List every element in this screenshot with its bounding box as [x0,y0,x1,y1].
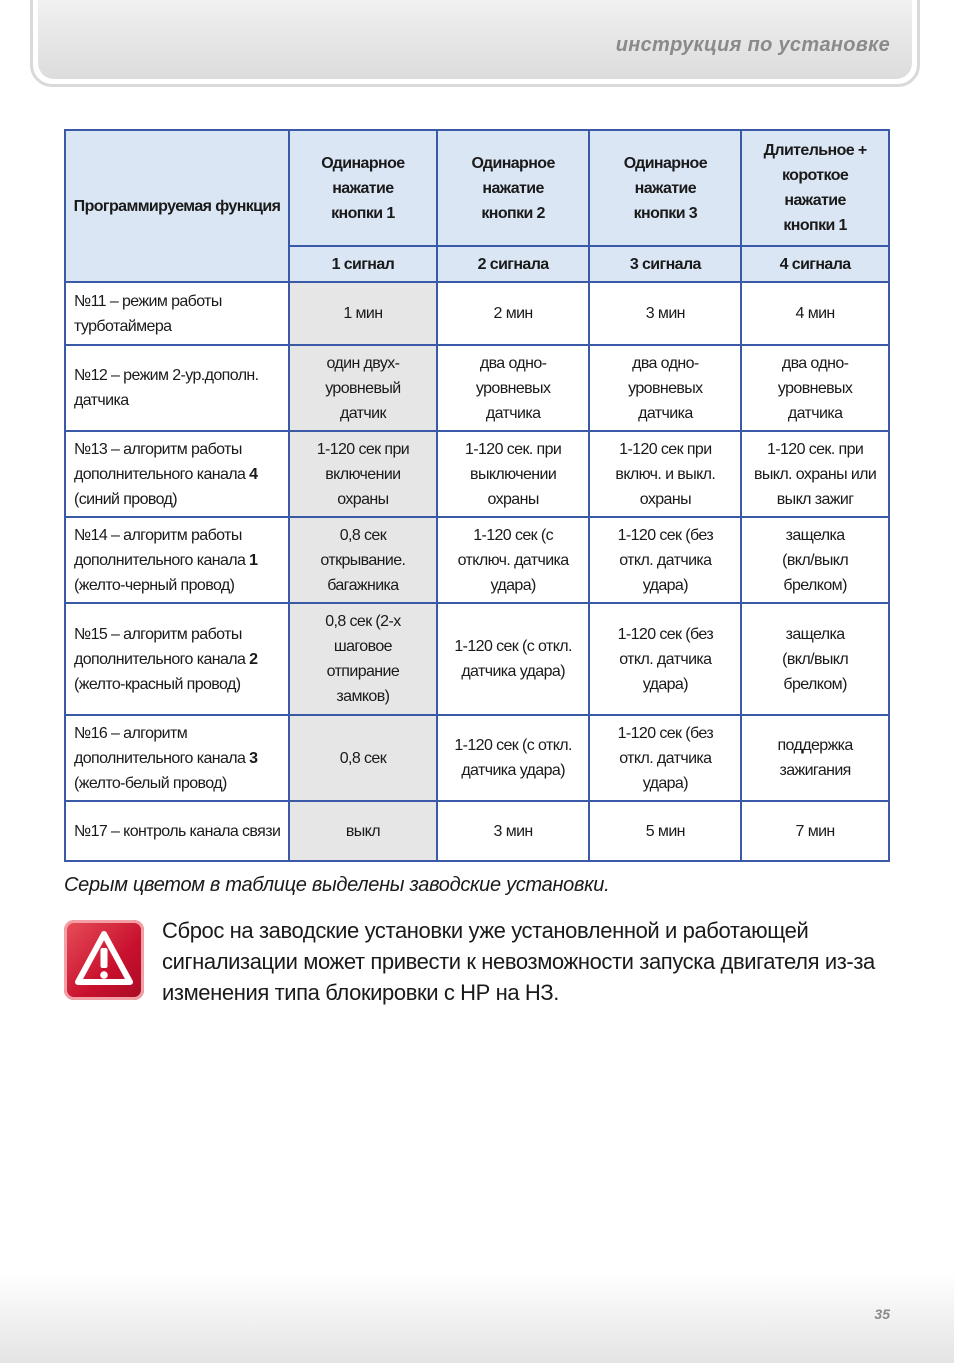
value-cell: 5 мин [589,801,741,861]
value-cell: 1-120 сек. при выключении охраны [437,431,590,517]
value-cell: два одно-уровневых датчика [589,345,741,431]
value-cell: 1-120 сек (без откл. датчика удара) [589,603,741,715]
table-row [65,345,889,431]
value-cell-default: 1-120 сек при включении охраны [289,431,437,517]
footer-band [0,1272,954,1363]
function-cell: №16 – алгоритм дополнительного канала 3 (желто-белый провод) [65,715,289,801]
function-cell: №17 – контроль канала связи [65,801,289,861]
signal-label: 3 сигнала [589,246,741,282]
value-cell: защелка (вкл/выкл брелком) [741,517,889,603]
value-cell-default: 0,8 сек (2-х шаговое отпирание замков) [289,603,437,715]
value-cell: 1-120 сек. при выкл. охраны или выкл зажиг [741,431,889,517]
column-header: Одинарное нажатие кнопки 2 [437,130,590,246]
value-cell-default: выкл [289,801,437,861]
value-cell: поддержка зажигания [741,715,889,801]
table-row [65,801,889,861]
value-cell: 1-120 сек (без откл. датчика удара) [589,715,741,801]
value-cell-default: 0,8 сек открывание. багажника [289,517,437,603]
table-header-row [65,130,889,246]
value-cell: 3 мин [437,801,590,861]
column-header: Одинарное нажатие кнопки 1 [289,130,437,246]
warning-triangle-icon [64,920,144,1000]
function-cell: №12 – режим 2-ур.дополн. датчика [65,345,289,431]
value-cell: 1-120 сек (с откл. датчика удара) [437,715,590,801]
signal-label: 2 сигнала [437,246,590,282]
value-cell: 3 мин [589,282,741,345]
table-row [65,282,889,345]
value-cell: 7 мин [741,801,889,861]
value-cell: 1-120 сек при включ. и выкл. охраны [589,431,741,517]
table-row [65,603,889,715]
table-row [65,517,889,603]
column-header: Длительное + короткое нажатие кнопки 1 [741,130,889,246]
signal-label: 1 сигнал [289,246,437,282]
value-cell: защелка (вкл/выкл брелком) [741,603,889,715]
warning-text: Сброс на заводские установки уже установленной и работающей сигнализации может привести к невозможности запуска двигателя из-за изменения типа блокировки с НР на НЗ. [162,918,875,1005]
settings-table [64,129,890,862]
value-cell: 4 мин [741,282,889,345]
value-cell: 1-120 сек (с отключ. датчика удара) [437,517,590,603]
function-cell: №14 – алгоритм работы дополнительного канала 1 (желто-черный провод) [65,517,289,603]
function-cell: №13 – алгоритм работы дополнительного канала 4 (синий провод) [65,431,289,517]
value-cell: 2 мин [437,282,590,345]
table-row [65,431,889,517]
section-title: инструкция по установке [615,34,890,56]
table-row [65,715,889,801]
value-cell: два одно-уровневых датчика [437,345,590,431]
function-cell: №11 – режим работы турботаймера [65,282,289,345]
table-footnote: Серым цветом в таблице выделены заводские установки. [64,874,610,896]
signal-label: 4 сигнала [741,246,889,282]
value-cell: 1-120 сек (без откл. датчика удара) [589,517,741,603]
value-cell: 1-120 сек (с откл. датчика удара) [437,603,590,715]
function-cell: №15 – алгоритм работы дополнительного канала 2 (желто-красный провод) [65,603,289,715]
value-cell-default: один двух-уровневый датчик [289,345,437,431]
value-cell-default: 1 мин [289,282,437,345]
function-column-header: Программируемая функция [65,130,289,282]
value-cell: два одно-уровневых датчика [741,345,889,431]
value-cell-default: 0,8 сек [289,715,437,801]
column-header: Одинарное нажатие кнопки 3 [589,130,741,246]
page-number: 35 [874,1306,890,1322]
